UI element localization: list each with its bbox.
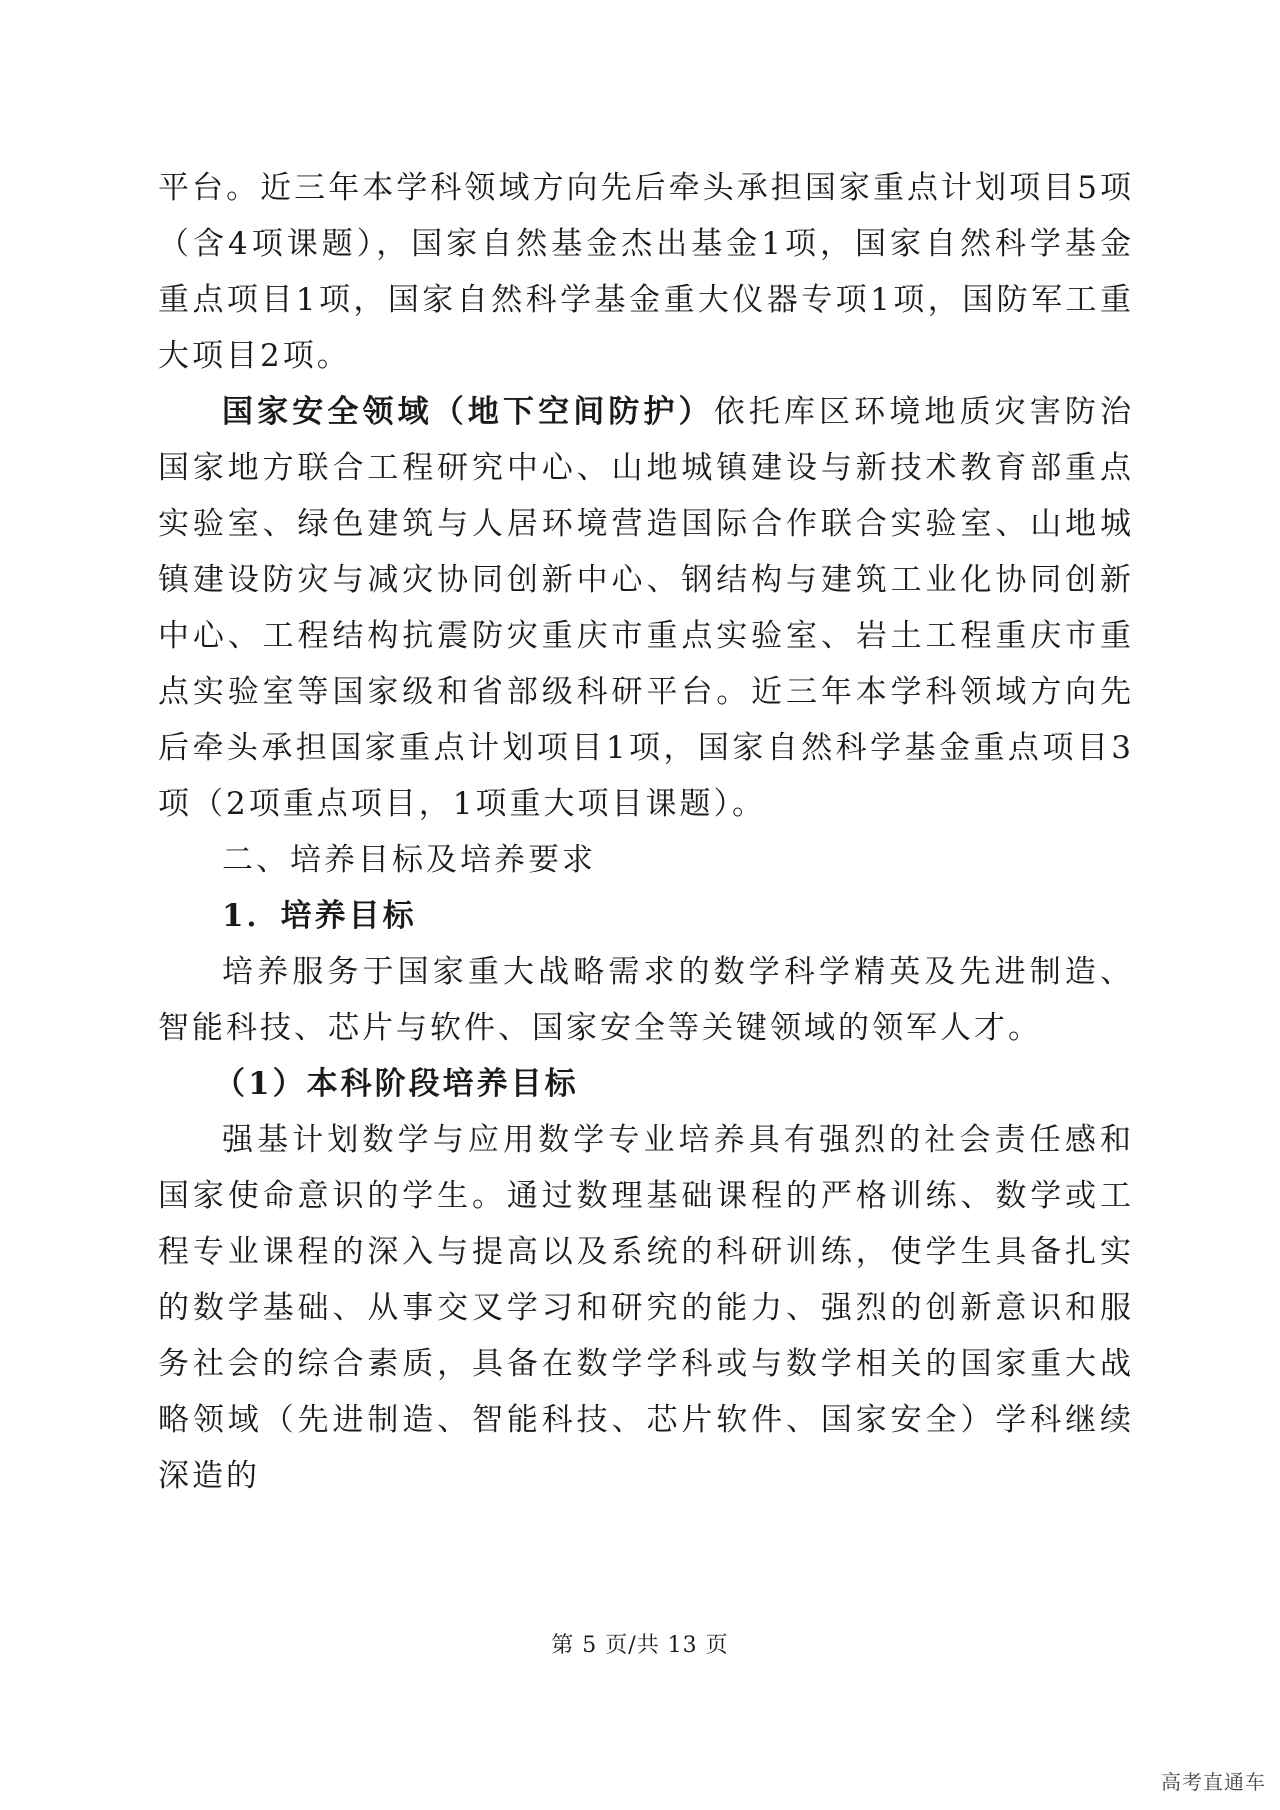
paragraph-body-national-security: 依托库区环境地质灾害防治国家地方联合工程研究中心、山地城镇建设与新技术教育部重点实验室、绿色建筑与人居环境营造国际合作联合实验室、山地城镇建设防灾与减灾协同创新中心、钢结构与建筑工业化协同创新中心、工程结构抗震防灾重庆市重点实验室、岩土工程重庆市重点实验室等国家级和省部级科研平台。近三年本学科领域方向先后牵头承担国家重点计划项目1项，国家自然科学基金重点项目3项（2项重点项目，1项重大项目课题）。 <box>158 394 1135 822</box>
paragraph-platform-summary: 平台。近三年本学科领域方向先后牵头承担国家重点计划项目5项（含4项课题），国家自然基金杰出基金1项，国家自然科学基金重点项目1项，国家自然科学基金重大仪器专项1项，国防军工重大项目2项。 <box>158 170 1134 374</box>
subsection-heading-goals: 1．培养目标 <box>222 898 417 934</box>
page-number: 第 5 页/共 13 页 <box>551 1633 729 1658</box>
paragraph-goal-summary: 培养服务于国家重大战略需求的数学科学精英及先进制造、智能科技、芯片与软件、国家安全等关键领域的领军人才。 <box>158 954 1134 1046</box>
paragraph-undergrad-goals: 强基计划数学与应用数学专业培养具有强烈的社会责任感和国家使命意识的学生。通过数理基础课程的严格训练、数学或工程专业课程的深入与提高以及系统的科研训练，使学生具备扎实的数学基础、从事交叉学习和研究的能力、强烈的创新意识和服务社会的综合素质，具备在数学学科或与数学相关的国家重大战略领域（先进制造、智能科技、芯片软件、国家安全）学科继续深造的 <box>158 1122 1134 1494</box>
document-body <box>158 160 1134 1504</box>
section-heading-goals-requirements: 二、培养目标及培养要求 <box>222 842 596 878</box>
paragraph-national-security <box>158 384 1134 832</box>
subsection-heading-undergrad-goals: （1）本科阶段培养目标 <box>214 1066 579 1102</box>
watermark-text: 高考直通车 <box>1161 1770 1266 1794</box>
paragraph-lead-national-security: 国家安全领域（地下空间防护） <box>222 394 714 430</box>
